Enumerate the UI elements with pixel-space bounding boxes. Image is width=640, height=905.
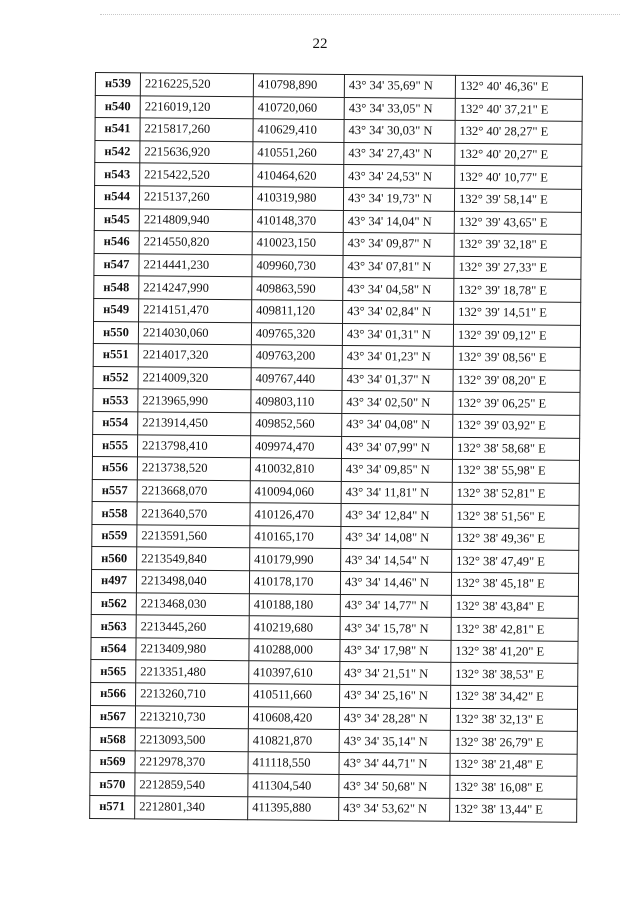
x-coordinate-cell: 2213445,260 (136, 615, 249, 638)
point-id-cell: н564 (91, 637, 136, 660)
longitude-cell: 132° 39' 09,12" E (453, 324, 580, 348)
point-id-cell: н570 (90, 773, 135, 796)
latitude-cell: 43° 34' 27,43" N (344, 142, 455, 165)
point-id-cell: н565 (91, 660, 136, 683)
point-id-cell: н546 (94, 231, 139, 254)
x-coordinate-cell: 2214441,230 (139, 254, 252, 277)
latitude-cell: 43° 34' 09,85" N (341, 459, 452, 482)
latitude-cell: 43° 34' 04,58" N (343, 278, 454, 301)
x-coordinate-cell: 2213798,410 (137, 434, 250, 457)
latitude-cell: 43° 34' 24,53" N (344, 165, 455, 188)
longitude-cell: 132° 39' 43,65" E (454, 211, 581, 235)
point-id-cell: н548 (94, 276, 139, 299)
y-coordinate-cell: 411118,550 (248, 752, 339, 775)
longitude-cell: 132° 38' 13,44" E (450, 798, 577, 822)
latitude-cell: 43° 34' 14,04" N (343, 210, 454, 233)
y-coordinate-cell: 410798,890 (253, 74, 344, 97)
latitude-cell: 43° 34' 14,46" N (340, 572, 451, 595)
latitude-cell: 43° 34' 33,05" N (344, 97, 455, 120)
x-coordinate-cell: 2213549,840 (137, 547, 250, 570)
x-coordinate-cell: 2214017,320 (138, 344, 251, 367)
latitude-cell: 43° 34' 19,73" N (343, 187, 454, 210)
latitude-cell: 43° 34' 44,71" N (339, 752, 450, 775)
point-id-cell: н556 (92, 457, 137, 480)
point-id-cell: н559 (92, 524, 137, 547)
latitude-cell: 43° 34' 25,16" N (340, 684, 451, 707)
x-coordinate-cell: 2216225,520 (140, 73, 253, 96)
x-coordinate-cell: 2213668,070 (137, 480, 250, 503)
latitude-cell: 43° 34' 07,81" N (343, 255, 454, 278)
point-id-cell: н555 (92, 434, 137, 457)
y-coordinate-cell: 409803,110 (251, 390, 342, 413)
y-coordinate-cell: 410629,410 (253, 119, 344, 142)
latitude-cell: 43° 34' 35,14" N (339, 730, 450, 753)
latitude-cell: 43° 34' 07,99" N (341, 436, 452, 459)
longitude-cell: 132° 39' 18,78" E (454, 279, 581, 303)
x-coordinate-cell: 2214030,060 (138, 321, 251, 344)
longitude-cell: 132° 38' 45,18" E (451, 572, 578, 596)
point-id-cell: н552 (93, 366, 138, 389)
latitude-cell: 43° 34' 01,23" N (342, 346, 453, 369)
x-coordinate-cell: 2213409,980 (136, 638, 249, 661)
point-id-cell: н545 (94, 208, 139, 231)
point-id-cell: н567 (90, 705, 135, 728)
point-id-cell: н547 (94, 253, 139, 276)
y-coordinate-cell: 410094,060 (250, 480, 341, 503)
x-coordinate-cell: 2214151,470 (139, 299, 252, 322)
x-coordinate-cell: 2213738,520 (137, 457, 250, 480)
longitude-cell: 132° 38' 58,68" E (452, 437, 579, 461)
y-coordinate-cell: 409765,320 (251, 322, 342, 345)
y-coordinate-cell: 410032,810 (250, 458, 341, 481)
x-coordinate-cell: 2213351,480 (136, 660, 249, 683)
longitude-cell: 132° 38' 32,13" E (450, 708, 577, 732)
longitude-cell: 132° 39' 06,25" E (453, 392, 580, 416)
y-coordinate-cell: 409763,200 (251, 345, 342, 368)
y-coordinate-cell: 410608,420 (248, 706, 339, 729)
longitude-cell: 132° 40' 20,27" E (455, 143, 582, 167)
x-coordinate-cell: 2213498,040 (136, 570, 249, 593)
coordinates-table-body (90, 73, 583, 822)
x-coordinate-cell: 2213093,500 (135, 728, 248, 751)
y-coordinate-cell: 410023,150 (252, 232, 343, 255)
longitude-cell: 132° 38' 26,79" E (450, 731, 577, 755)
x-coordinate-cell: 2213468,030 (136, 592, 249, 615)
point-id-cell: н544 (94, 185, 139, 208)
point-id-cell: н553 (93, 389, 138, 412)
x-coordinate-cell: 2213591,560 (137, 525, 250, 548)
latitude-cell: 43° 34' 14,77" N (340, 594, 451, 617)
longitude-cell: 132° 38' 43,84" E (451, 595, 578, 619)
y-coordinate-cell: 410178,170 (249, 571, 340, 594)
x-coordinate-cell: 2213260,710 (136, 683, 249, 706)
x-coordinate-cell: 2212801,340 (135, 796, 248, 819)
latitude-cell: 43° 34' 02,84" N (343, 300, 454, 323)
point-id-cell: н569 (90, 750, 135, 773)
x-coordinate-cell: 2216019,120 (140, 95, 253, 118)
latitude-cell: 43° 34' 12,84" N (341, 504, 452, 527)
x-coordinate-cell: 2214550,820 (139, 231, 252, 254)
point-id-cell: н541 (95, 118, 140, 141)
x-coordinate-cell: 2215636,920 (140, 141, 253, 164)
y-coordinate-cell: 409811,120 (252, 300, 343, 323)
longitude-cell: 132° 39' 14,51" E (454, 301, 581, 325)
longitude-cell: 132° 39' 27,33" E (454, 256, 581, 280)
longitude-cell: 132° 38' 49,36" E (452, 527, 579, 551)
longitude-cell: 132° 38' 52,81" E (452, 482, 579, 506)
longitude-cell: 132° 38' 38,53" E (451, 663, 578, 687)
x-coordinate-cell: 2215817,260 (140, 118, 253, 141)
point-id-cell: н566 (91, 683, 136, 706)
y-coordinate-cell: 410464,620 (253, 164, 344, 187)
longitude-cell: 132° 38' 34,42" E (451, 685, 578, 709)
latitude-cell: 43° 34' 02,50" N (342, 391, 453, 414)
y-coordinate-cell: 410288,000 (249, 639, 340, 662)
x-coordinate-cell: 2213965,990 (138, 389, 251, 412)
point-id-cell: н550 (93, 321, 138, 344)
longitude-cell: 132° 38' 16,08" E (450, 776, 577, 800)
x-coordinate-cell: 2212859,540 (135, 773, 248, 796)
point-id-cell: н562 (91, 592, 136, 615)
latitude-cell: 43° 34' 14,54" N (341, 549, 452, 572)
longitude-cell: 132° 39' 58,14" E (454, 188, 581, 212)
longitude-cell: 132° 38' 55,98" E (452, 459, 579, 483)
longitude-cell: 132° 38' 21,48" E (450, 753, 577, 777)
y-coordinate-cell: 409863,590 (252, 277, 343, 300)
latitude-cell: 43° 34' 15,78" N (340, 617, 451, 640)
latitude-cell: 43° 34' 28,28" N (339, 707, 450, 730)
point-id-cell: н554 (93, 411, 138, 434)
longitude-cell: 132° 39' 08,20" E (453, 369, 580, 393)
y-coordinate-cell: 410821,870 (248, 729, 339, 752)
x-coordinate-cell: 2215422,520 (140, 163, 253, 186)
point-id-cell: н540 (95, 95, 140, 118)
scan-edge-line (100, 14, 620, 15)
y-coordinate-cell: 410188,180 (249, 593, 340, 616)
latitude-cell: 43° 34' 11,81" N (341, 481, 452, 504)
point-id-cell: н497 (91, 570, 136, 593)
x-coordinate-cell: 2214809,940 (139, 208, 252, 231)
longitude-cell: 132° 40' 46,36" E (455, 75, 582, 99)
point-id-cell: н539 (95, 73, 140, 96)
latitude-cell: 43° 34' 01,37" N (342, 368, 453, 391)
longitude-cell: 132° 39' 03,92" E (453, 414, 580, 438)
coordinates-table (89, 72, 583, 822)
x-coordinate-cell: 2215137,260 (139, 186, 252, 209)
point-id-cell: н551 (93, 344, 138, 367)
y-coordinate-cell: 411304,540 (248, 774, 339, 797)
x-coordinate-cell: 2212978,370 (135, 751, 248, 774)
latitude-cell: 43° 34' 30,03" N (344, 120, 455, 143)
latitude-cell: 43° 34' 14,08" N (341, 526, 452, 549)
y-coordinate-cell: 410219,680 (249, 616, 340, 639)
longitude-cell: 132° 40' 10,77" E (455, 166, 582, 190)
y-coordinate-cell: 411395,880 (248, 797, 339, 820)
point-id-cell: н568 (90, 728, 135, 751)
point-id-cell: н571 (90, 795, 135, 818)
x-coordinate-cell: 2213914,450 (138, 412, 251, 435)
point-id-cell: н542 (95, 140, 140, 163)
longitude-cell: 132° 39' 32,18" E (454, 233, 581, 257)
y-coordinate-cell: 410511,660 (249, 684, 340, 707)
latitude-cell: 43° 34' 17,98" N (340, 639, 451, 662)
x-coordinate-cell: 2214247,990 (139, 276, 252, 299)
longitude-cell: 132° 38' 41,20" E (451, 640, 578, 664)
longitude-cell: 132° 40' 37,21" E (455, 98, 582, 122)
longitude-cell: 132° 38' 51,56" E (452, 505, 579, 529)
x-coordinate-cell: 2213210,730 (135, 705, 248, 728)
latitude-cell: 43° 34' 35,69" N (344, 74, 455, 97)
y-coordinate-cell: 409852,560 (251, 413, 342, 436)
latitude-cell: 43° 34' 01,31" N (342, 323, 453, 346)
longitude-cell: 132° 38' 42,81" E (451, 618, 578, 642)
point-id-cell: н560 (92, 547, 137, 570)
y-coordinate-cell: 409960,730 (252, 254, 343, 277)
y-coordinate-cell: 409767,440 (251, 367, 342, 390)
y-coordinate-cell: 409974,470 (250, 435, 341, 458)
y-coordinate-cell: 410319,980 (252, 187, 343, 210)
table-row (90, 795, 577, 821)
latitude-cell: 43° 34' 09,87" N (343, 233, 454, 256)
y-coordinate-cell: 410165,170 (250, 526, 341, 549)
point-id-cell: н549 (94, 298, 139, 321)
y-coordinate-cell: 410397,610 (249, 661, 340, 684)
y-coordinate-cell: 410126,470 (250, 503, 341, 526)
longitude-cell: 132° 38' 47,49" E (452, 550, 579, 574)
point-id-cell: н543 (95, 163, 140, 186)
page-number: 22 (312, 36, 328, 52)
latitude-cell: 43° 34' 53,62" N (339, 797, 450, 820)
y-coordinate-cell: 410720,060 (253, 96, 344, 119)
latitude-cell: 43° 34' 50,68" N (339, 775, 450, 798)
x-coordinate-cell: 2213640,570 (137, 502, 250, 525)
x-coordinate-cell: 2214009,320 (138, 367, 251, 390)
longitude-cell: 132° 40' 28,27" E (455, 121, 582, 145)
y-coordinate-cell: 410551,260 (253, 142, 344, 165)
longitude-cell: 132° 39' 08,56" E (453, 346, 580, 370)
y-coordinate-cell: 410148,370 (252, 209, 343, 232)
point-id-cell: н557 (92, 479, 137, 502)
point-id-cell: н558 (92, 502, 137, 525)
latitude-cell: 43° 34' 04,08" N (342, 413, 453, 436)
latitude-cell: 43° 34' 21,51" N (340, 662, 451, 685)
point-id-cell: н563 (91, 615, 136, 638)
y-coordinate-cell: 410179,990 (250, 548, 341, 571)
